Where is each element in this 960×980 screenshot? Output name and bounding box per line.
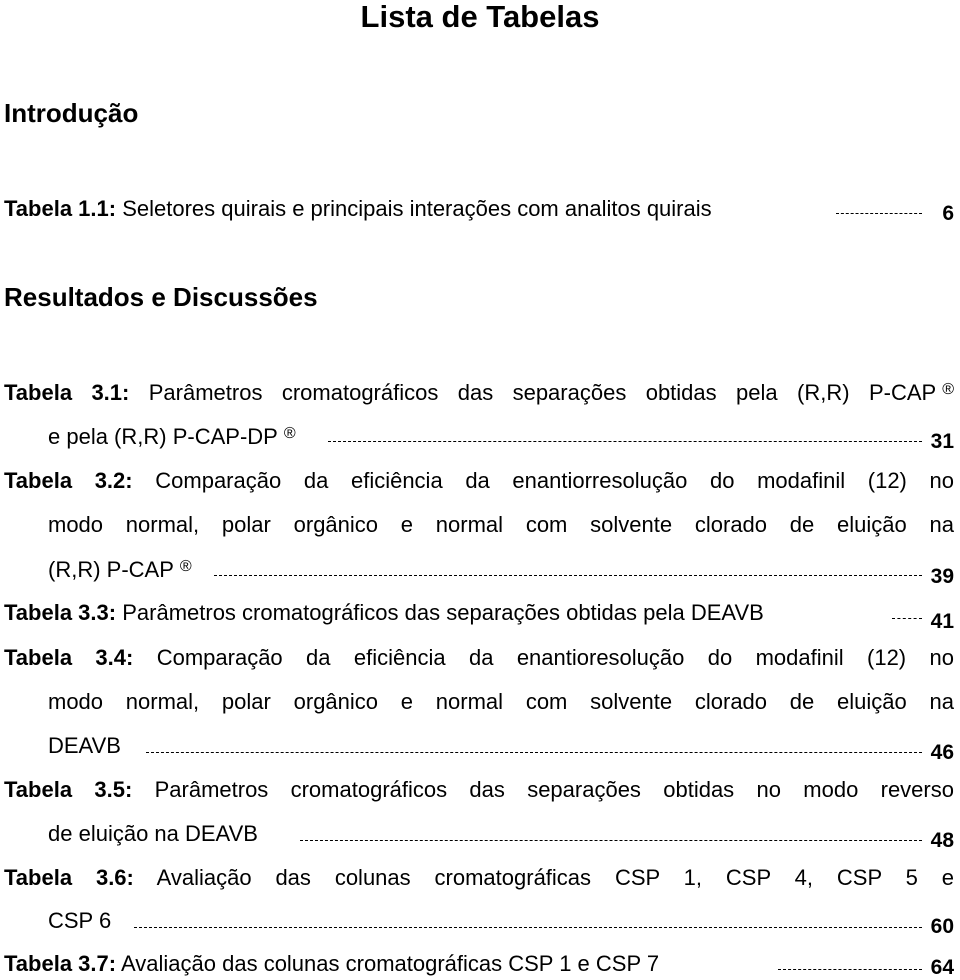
page-number: 41 [930,610,954,633]
entry-text-line [4,600,960,626]
section-heading-introducao: Introdução [4,98,139,128]
entry-title: Seletores quirais e principais interações com analitos quirais [122,196,712,221]
entry-text-line [48,908,960,934]
page-number: 60 [930,915,954,938]
entry-text-line [48,557,960,586]
entry-label: Tabela 3.1: [4,380,130,405]
page-number: 6 [942,202,954,225]
dot-leader [892,618,922,619]
entry-text-line [48,689,954,715]
registered-mark: ® [283,425,296,442]
entry-label: Tabela 3.2: [4,468,133,493]
entry-label: Tabela 3.5: [4,777,133,802]
entry-text-line [48,512,954,538]
entry-label: Tabela 3.3: [4,600,117,625]
entry-title: Comparação da eficiência da enantioresolução do modafinil (12) no [156,645,954,670]
entry-title: Parâmetros cromatográficos das separações obtidas pela (R,R) P-CAP [148,380,937,405]
entry-title: Comparação da eficiência da enantiorresolução do modafinil (12) no [155,468,954,493]
entry-text-line [4,645,954,671]
section-heading-resultados: Resultados e Discussões [4,282,318,312]
registered-mark: ® [942,381,954,398]
page-title: Lista de Tabelas [360,0,600,34]
entry-title: Parâmetros cromatográficos das separações obtidas pela DEAVB [122,600,764,625]
page-number: 46 [930,741,954,764]
entry-title: Avaliação das colunas cromatográficas CSP 1 e CSP 7 [121,951,660,976]
dot-leader [146,752,922,753]
page-number: 39 [930,565,954,588]
entry-title: modo normal, polar orgânico e normal com solvente clorado de eluição na [48,689,954,714]
entry-text-line [48,733,960,759]
entry-title: (R,R) P-CAP [48,557,174,582]
page-number: 48 [930,829,954,852]
page-number: 31 [930,430,954,453]
entry-label: Tabela 3.7: [4,951,117,976]
dot-leader [836,213,922,214]
entry-title: Parâmetros cromatográficos das separações obtidas no modo reverso [154,777,954,802]
entry-title: e pela (R,R) P-CAP-DP [48,424,278,449]
entry-title: modo normal, polar orgânico e normal com solvente clorado de eluição na [48,512,954,537]
entry-text-line [4,951,960,977]
entry-text-line [48,424,960,453]
entry-label: Tabela 3.6: [4,865,134,890]
entry-title: Avaliação das colunas cromatográficas CSP 1, CSP 4, CSP 5 e [156,865,954,890]
entry-label: Tabela 1.1: [4,196,117,221]
dot-leader [778,969,922,970]
entry-title: CSP 6 [48,908,112,933]
dot-leader [134,927,922,928]
entry-text-line [4,468,954,494]
entry-text-line [48,821,960,847]
entry-title: de eluição na DEAVB [48,821,258,846]
page-number: 64 [930,956,954,979]
registered-mark: ® [179,558,192,575]
entry-text-line [4,196,960,222]
dot-leader [328,441,922,442]
entry-text-line [4,777,954,803]
entry-title: DEAVB [48,733,121,758]
entry-text-line [4,865,954,891]
dot-leader [300,840,922,841]
entry-text-line [4,380,954,409]
entry-label: Tabela 3.4: [4,645,134,670]
dot-leader [214,575,922,576]
